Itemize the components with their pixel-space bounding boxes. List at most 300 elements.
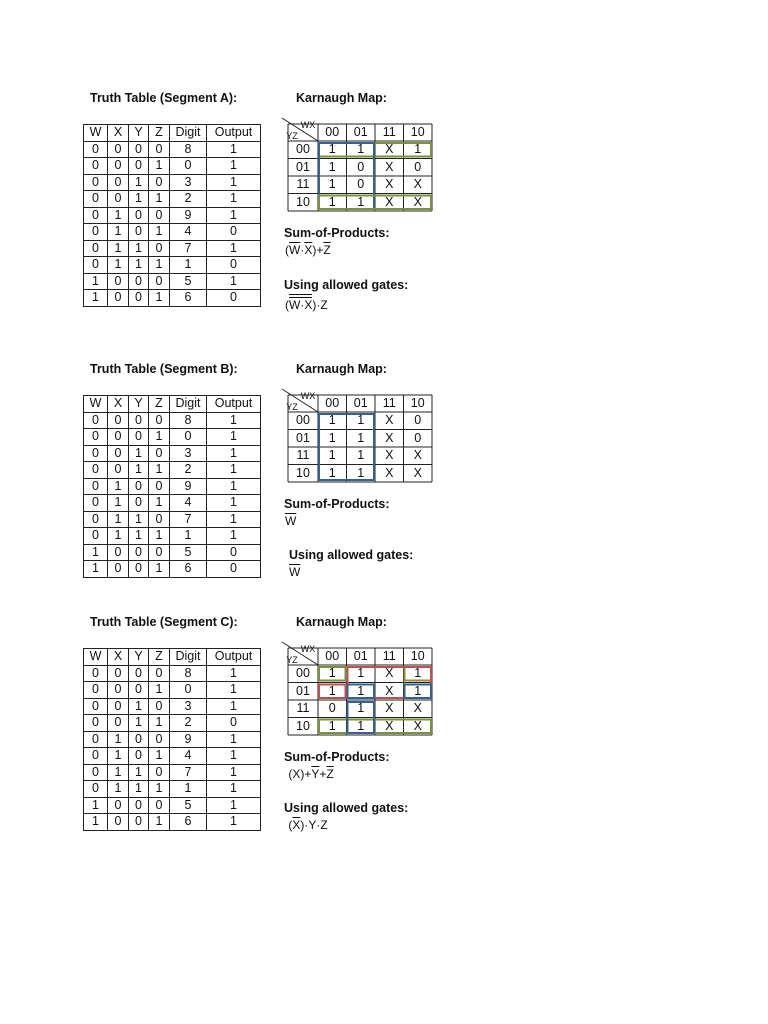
- corner-label-yz: YZ: [286, 402, 298, 412]
- kmap-cell: 1: [328, 465, 336, 480]
- table-cell: 0: [108, 715, 129, 732]
- table-cell: 7: [170, 240, 207, 257]
- table-cell: 0: [84, 682, 108, 699]
- table-cell: 3: [170, 698, 207, 715]
- table-cell: 1: [149, 257, 170, 274]
- table-cell: 4: [170, 748, 207, 765]
- row-header: 00: [296, 142, 310, 156]
- table-cell: 1: [108, 781, 129, 798]
- table-cell: 0: [207, 715, 261, 732]
- table-cell: 0: [207, 544, 261, 561]
- kmap-cell: 1: [328, 683, 336, 698]
- table-cell: 0: [149, 412, 170, 429]
- column-header: W: [84, 125, 108, 142]
- table-cell: 4: [170, 495, 207, 512]
- table-cell: 0: [84, 511, 108, 528]
- kmap-cell: 1: [328, 430, 336, 445]
- table-cell: 1: [108, 240, 129, 257]
- table-cell: 1: [84, 544, 108, 561]
- table-cell: 0: [129, 158, 149, 175]
- row-header: 10: [296, 465, 310, 480]
- table-cell: 9: [170, 731, 207, 748]
- table-cell: 1: [207, 698, 261, 715]
- column-header: Output: [207, 649, 261, 666]
- row-header: 01: [296, 683, 310, 698]
- truth-table: [83, 395, 261, 578]
- kmap-cell: 0: [328, 701, 336, 715]
- table-cell: 0: [129, 682, 149, 699]
- table-cell: 1: [129, 445, 149, 462]
- table-cell: 1: [207, 748, 261, 765]
- table-cell: 0: [129, 478, 149, 495]
- kmap-cell: X: [413, 177, 422, 191]
- kmap-cell: X: [413, 465, 422, 480]
- table-row: [84, 141, 261, 158]
- table-row: [84, 429, 261, 446]
- column-header: Y: [129, 125, 149, 142]
- column-header: 01: [353, 649, 368, 663]
- table-cell: 0: [108, 412, 129, 429]
- table-cell: 1: [149, 462, 170, 479]
- table-cell: 1: [149, 495, 170, 512]
- table-row: [84, 273, 261, 290]
- table-row: [84, 715, 261, 732]
- table-cell: 1: [129, 764, 149, 781]
- table-row: [84, 665, 261, 682]
- table-row: [84, 511, 261, 528]
- row-header: 00: [296, 413, 310, 427]
- karnaugh-map: [283, 122, 433, 212]
- table-row: [84, 682, 261, 699]
- column-header: W: [84, 396, 108, 413]
- table-cell: 0: [207, 224, 261, 241]
- table-cell: 1: [129, 698, 149, 715]
- table-cell: 1: [149, 191, 170, 208]
- table-cell: 1: [84, 797, 108, 814]
- row-header: 01: [296, 430, 310, 445]
- table-cell: 7: [170, 511, 207, 528]
- sum-of-products-title: Sum-of-Products:: [284, 750, 390, 764]
- table-cell: 0: [108, 462, 129, 479]
- column-header: 10: [410, 649, 425, 663]
- table-cell: 5: [170, 544, 207, 561]
- table-cell: 0: [108, 174, 129, 191]
- table-row: [84, 528, 261, 545]
- column-header: 01: [353, 125, 368, 139]
- table-cell: 0: [149, 445, 170, 462]
- table-cell: 1: [84, 290, 108, 307]
- table-row: [84, 174, 261, 191]
- kmap-cell: 1: [357, 701, 365, 715]
- table-cell: 0: [129, 207, 149, 224]
- table-cell: 0: [108, 665, 129, 682]
- table-row: [84, 462, 261, 479]
- table-cell: 5: [170, 273, 207, 290]
- table-cell: 1: [149, 290, 170, 307]
- table-cell: 1: [129, 462, 149, 479]
- table-cell: 0: [84, 698, 108, 715]
- kmap-cell: 0: [357, 177, 365, 191]
- table-cell: 9: [170, 207, 207, 224]
- table-cell: 3: [170, 445, 207, 462]
- table-cell: 1: [207, 191, 261, 208]
- table-cell: 0: [129, 224, 149, 241]
- truth-table-title: Truth Table (Segment A):: [90, 91, 238, 105]
- table-cell: 2: [170, 462, 207, 479]
- table-cell: 1: [170, 781, 207, 798]
- row-header: 11: [296, 701, 310, 715]
- table-cell: 0: [84, 174, 108, 191]
- column-header: Digit: [170, 125, 207, 142]
- table-cell: 1: [108, 207, 129, 224]
- table-cell: 6: [170, 561, 207, 578]
- table-cell: 1: [149, 158, 170, 175]
- table-cell: 1: [129, 781, 149, 798]
- kmap-cell: 1: [357, 142, 365, 156]
- truth-table-title: Truth Table (Segment C):: [90, 615, 238, 629]
- table-cell: 0: [129, 797, 149, 814]
- table-cell: 0: [108, 561, 129, 578]
- table-cell: 0: [108, 141, 129, 158]
- table-cell: 0: [207, 257, 261, 274]
- table-cell: 1: [207, 240, 261, 257]
- table-row: [84, 748, 261, 765]
- kmap-cell: 1: [357, 448, 365, 462]
- kmap-cell: X: [413, 448, 422, 462]
- table-cell: 0: [108, 445, 129, 462]
- table-cell: 6: [170, 814, 207, 831]
- column-header: Z: [149, 125, 170, 142]
- table-cell: 1: [149, 561, 170, 578]
- table-cell: 1: [108, 764, 129, 781]
- kmap-cell: 1: [414, 666, 422, 680]
- sum-of-products-expression: $\overline{W}$: [285, 514, 297, 528]
- table-cell: 6: [170, 290, 207, 307]
- truth-table-header-row: [84, 125, 261, 142]
- column-header: 00: [325, 125, 340, 139]
- table-cell: 1: [207, 412, 261, 429]
- table-cell: 1: [207, 141, 261, 158]
- table-cell: 1: [207, 781, 261, 798]
- allowed-gates-expression: $(\overline{X})\cdot Y\cdot Z$: [285, 818, 328, 832]
- table-row: [84, 544, 261, 561]
- table-row: [84, 478, 261, 495]
- table-row: [84, 240, 261, 257]
- table-cell: 1: [207, 158, 261, 175]
- table-cell: 1: [84, 273, 108, 290]
- table-row: [84, 290, 261, 307]
- kmap-cell: 1: [328, 448, 336, 462]
- table-row: [84, 224, 261, 241]
- table-cell: 1: [108, 224, 129, 241]
- table-cell: 0: [149, 797, 170, 814]
- truth-table-header-row: [84, 649, 261, 666]
- allowed-gates-expression: (W·X)·Z: [285, 294, 328, 312]
- corner-label-wx: WX: [300, 391, 316, 401]
- table-cell: 0: [108, 797, 129, 814]
- kmap-cell: X: [413, 194, 422, 209]
- kmap-cell: X: [385, 430, 394, 445]
- table-cell: 1: [207, 478, 261, 495]
- table-cell: 0: [108, 158, 129, 175]
- table-cell: 1: [84, 561, 108, 578]
- table-cell: 0: [84, 257, 108, 274]
- table-cell: 0: [108, 191, 129, 208]
- table-cell: 0: [149, 511, 170, 528]
- table-cell: 1: [129, 191, 149, 208]
- table-cell: 0: [108, 698, 129, 715]
- table-cell: 1: [207, 429, 261, 446]
- allowed-gates-title: Using allowed gates:: [284, 278, 409, 292]
- table-cell: 2: [170, 715, 207, 732]
- kmap-cell: 1: [328, 142, 336, 156]
- column-header: Z: [149, 396, 170, 413]
- kmap-cell: 1: [414, 142, 422, 156]
- table-cell: 1: [207, 797, 261, 814]
- column-header: Y: [129, 396, 149, 413]
- kmap-cell: X: [385, 683, 394, 698]
- table-cell: 1: [207, 445, 261, 462]
- row-header: 01: [296, 159, 310, 174]
- table-cell: 0: [84, 748, 108, 765]
- table-cell: 1: [149, 528, 170, 545]
- table-cell: 1: [108, 528, 129, 545]
- table-row: [84, 257, 261, 274]
- table-cell: 0: [84, 781, 108, 798]
- table-cell: 1: [149, 715, 170, 732]
- table-cell: 0: [149, 141, 170, 158]
- corner-label-wx: WX: [300, 644, 316, 654]
- kmap-cell: X: [413, 718, 422, 733]
- allowed-gates-title: Using allowed gates:: [289, 548, 414, 562]
- table-cell: 0: [84, 528, 108, 545]
- table-cell: 0: [84, 764, 108, 781]
- table-cell: 0: [84, 429, 108, 446]
- kmap-cell: 1: [357, 683, 365, 698]
- table-cell: 0: [129, 665, 149, 682]
- karnaugh-map-title: Karnaugh Map:: [296, 615, 387, 629]
- table-cell: 0: [129, 561, 149, 578]
- table-cell: 0: [84, 224, 108, 241]
- table-cell: 0: [149, 698, 170, 715]
- table-cell: 7: [170, 764, 207, 781]
- kmap-cell: 1: [414, 683, 422, 698]
- table-cell: 1: [108, 478, 129, 495]
- table-cell: 1: [149, 682, 170, 699]
- table-cell: 0: [84, 240, 108, 257]
- column-header: 11: [382, 125, 396, 139]
- kmap-cell: 1: [328, 159, 336, 174]
- table-cell: 0: [170, 682, 207, 699]
- kmap-cell: 1: [357, 465, 365, 480]
- table-cell: 0: [129, 495, 149, 512]
- column-header: Z: [149, 649, 170, 666]
- table-row: [84, 207, 261, 224]
- table-cell: 1: [207, 273, 261, 290]
- table-cell: 1: [129, 528, 149, 545]
- column-header: 00: [325, 396, 340, 410]
- corner-label-yz: YZ: [286, 655, 298, 665]
- table-cell: 0: [108, 429, 129, 446]
- table-cell: 4: [170, 224, 207, 241]
- table-cell: 1: [207, 462, 261, 479]
- sum-of-products-expression: $(\overline{W}\cdot\overline{X})+\overline{Z}$: [285, 243, 331, 257]
- table-cell: 0: [129, 814, 149, 831]
- allowed-gates-expression: $\overline{W}$: [289, 565, 301, 579]
- kmap-cell: 0: [414, 430, 422, 445]
- table-cell: 0: [129, 290, 149, 307]
- column-header: 11: [382, 396, 396, 410]
- table-row: [84, 412, 261, 429]
- kmap-cell: X: [385, 177, 394, 191]
- table-cell: 0: [129, 273, 149, 290]
- table-row: [84, 764, 261, 781]
- table-cell: 1: [149, 748, 170, 765]
- kmap-cell: 1: [357, 718, 365, 733]
- column-header: W: [84, 649, 108, 666]
- table-cell: 1: [207, 731, 261, 748]
- column-header: X: [108, 125, 129, 142]
- column-header: 11: [382, 649, 396, 663]
- table-cell: 0: [149, 273, 170, 290]
- table-row: [84, 158, 261, 175]
- column-header: X: [108, 649, 129, 666]
- table-row: [84, 731, 261, 748]
- table-cell: 0: [129, 748, 149, 765]
- table-cell: 0: [129, 141, 149, 158]
- table-row: [84, 495, 261, 512]
- column-header: X: [108, 396, 129, 413]
- table-cell: 0: [84, 462, 108, 479]
- kmap-cell: 0: [414, 159, 422, 174]
- kmap-cell: 1: [328, 413, 336, 427]
- table-cell: 1: [207, 511, 261, 528]
- table-cell: 0: [207, 561, 261, 578]
- kmap-cell: 1: [357, 194, 365, 209]
- table-cell: 1: [149, 224, 170, 241]
- truth-table-header-row: [84, 396, 261, 413]
- karnaugh-map-title: Karnaugh Map:: [296, 91, 387, 105]
- column-header: Digit: [170, 649, 207, 666]
- table-cell: 0: [170, 158, 207, 175]
- table-cell: 0: [84, 207, 108, 224]
- kmap-cell: X: [385, 413, 394, 427]
- table-cell: 1: [84, 814, 108, 831]
- column-header: 01: [353, 396, 368, 410]
- table-row: [84, 561, 261, 578]
- table-cell: 1: [149, 429, 170, 446]
- table-cell: 1: [149, 814, 170, 831]
- table-cell: 1: [129, 240, 149, 257]
- table-cell: 1: [129, 511, 149, 528]
- table-cell: 8: [170, 665, 207, 682]
- table-cell: 0: [84, 478, 108, 495]
- table-cell: 0: [149, 665, 170, 682]
- table-cell: 1: [108, 511, 129, 528]
- kmap-cell: 1: [357, 666, 365, 680]
- truth-table: [83, 124, 261, 307]
- table-cell: 0: [149, 174, 170, 191]
- table-cell: 0: [207, 290, 261, 307]
- table-cell: 0: [108, 273, 129, 290]
- table-cell: 0: [129, 731, 149, 748]
- column-header: 10: [410, 125, 425, 139]
- table-cell: 9: [170, 478, 207, 495]
- kmap-cell: X: [413, 701, 422, 715]
- column-header: Digit: [170, 396, 207, 413]
- table-cell: 5: [170, 797, 207, 814]
- table-cell: 0: [84, 715, 108, 732]
- table-cell: 0: [170, 429, 207, 446]
- table-cell: 1: [129, 174, 149, 191]
- kmap-cell: 0: [357, 159, 365, 174]
- table-cell: 0: [84, 158, 108, 175]
- table-row: [84, 814, 261, 831]
- kmap-cell: X: [385, 718, 394, 733]
- table-cell: 1: [207, 665, 261, 682]
- column-header: Output: [207, 125, 261, 142]
- table-cell: 1: [207, 207, 261, 224]
- karnaugh-map: [283, 393, 433, 483]
- table-cell: 8: [170, 141, 207, 158]
- table-cell: 0: [84, 141, 108, 158]
- table-cell: 0: [84, 495, 108, 512]
- table-cell: 0: [84, 731, 108, 748]
- kmap-cell: X: [385, 448, 394, 462]
- table-cell: 0: [129, 412, 149, 429]
- table-cell: 0: [108, 544, 129, 561]
- table-cell: 3: [170, 174, 207, 191]
- table-cell: 0: [84, 445, 108, 462]
- sum-of-products-expression: $(X)+\overline{Y}+\overline{Z}$: [285, 767, 334, 781]
- table-cell: 2: [170, 191, 207, 208]
- corner-label-wx: WX: [300, 120, 316, 130]
- kmap-cell: 1: [328, 194, 336, 209]
- row-header: 11: [296, 177, 310, 191]
- corner-label-yz: YZ: [286, 131, 298, 141]
- table-row: [84, 191, 261, 208]
- kmap-cell: X: [385, 194, 394, 209]
- kmap-cell: 1: [328, 718, 336, 733]
- table-cell: 0: [149, 731, 170, 748]
- row-header: 10: [296, 718, 310, 733]
- table-cell: 0: [129, 544, 149, 561]
- table-cell: 1: [108, 495, 129, 512]
- table-cell: 0: [129, 429, 149, 446]
- table-cell: 0: [149, 544, 170, 561]
- table-cell: 1: [129, 715, 149, 732]
- kmap-cell: X: [385, 159, 394, 174]
- kmap-cell: X: [385, 465, 394, 480]
- table-row: [84, 797, 261, 814]
- karnaugh-map-title: Karnaugh Map:: [296, 362, 387, 376]
- table-cell: 0: [108, 290, 129, 307]
- truth-table: [83, 648, 261, 831]
- column-header: 00: [325, 649, 340, 663]
- row-header: 10: [296, 194, 310, 209]
- table-cell: 0: [84, 191, 108, 208]
- kmap-cell: 1: [328, 666, 336, 680]
- row-header: 00: [296, 666, 310, 680]
- table-cell: 0: [149, 478, 170, 495]
- table-cell: 0: [84, 412, 108, 429]
- table-cell: 1: [108, 748, 129, 765]
- kmap-cell: 1: [357, 413, 365, 427]
- table-cell: 1: [170, 257, 207, 274]
- table-cell: 1: [207, 528, 261, 545]
- sum-of-products-title: Sum-of-Products:: [284, 226, 390, 240]
- table-row: [84, 698, 261, 715]
